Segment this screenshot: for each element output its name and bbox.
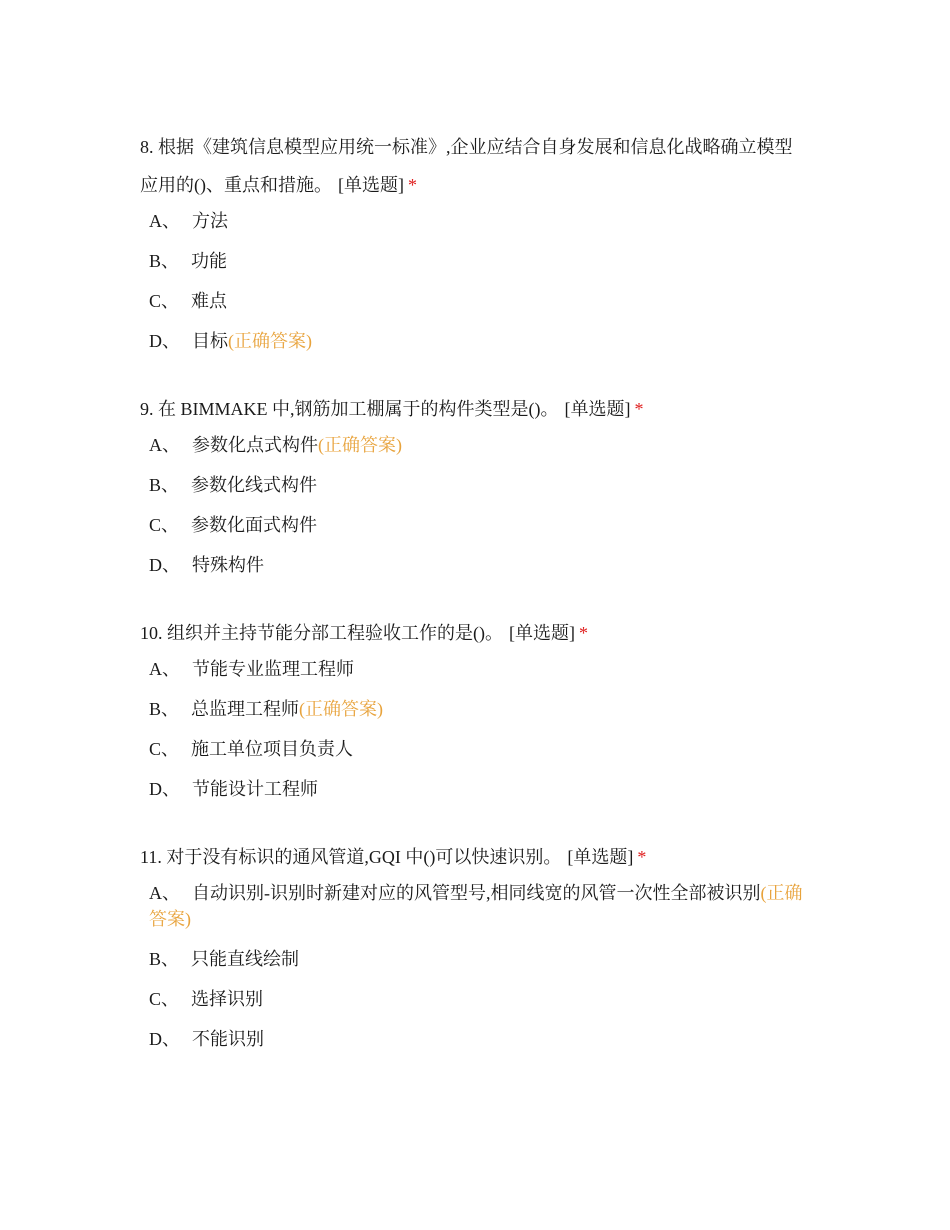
option-letter: A、 <box>149 659 180 679</box>
option-b[interactable] <box>149 472 810 498</box>
question-type: [单选题] <box>338 175 404 195</box>
option-b[interactable] <box>149 946 810 972</box>
question-text: 在 BIMMAKE 中,钢筋加工棚属于的构件类型是()。 <box>158 399 559 419</box>
option-list <box>140 656 810 802</box>
question-8 <box>140 128 810 354</box>
question-text: 根据《建筑信息模型应用统一标准》,企业应结合自身发展和信息化战略确立模型应用的()、重点和措施。 <box>140 137 793 195</box>
option-text: 功能 <box>191 251 228 271</box>
option-text: 方法 <box>192 211 228 231</box>
option-a[interactable] <box>149 208 810 234</box>
option-letter: B、 <box>149 475 180 495</box>
option-d[interactable] <box>149 776 810 802</box>
option-letter: D、 <box>149 779 180 799</box>
option-letter: A、 <box>149 435 180 455</box>
option-list <box>140 880 810 1052</box>
question-number: 9. <box>140 399 154 419</box>
required-mark: * <box>579 623 588 643</box>
option-c[interactable] <box>149 986 810 1012</box>
question-type: [单选题] <box>564 399 631 419</box>
question-title <box>140 128 810 204</box>
question-title <box>140 838 810 876</box>
option-text: 参数化点式构件 <box>192 435 318 455</box>
option-c[interactable] <box>149 736 810 762</box>
option-a[interactable] <box>149 432 810 458</box>
question-number: 8. <box>140 137 154 157</box>
option-letter: A、 <box>149 211 180 231</box>
correct-answer-mark: (正确答案) <box>318 435 402 455</box>
option-c[interactable] <box>149 512 810 538</box>
question-number: 10. <box>140 623 163 643</box>
option-letter: D、 <box>149 331 180 351</box>
option-letter: C、 <box>149 515 180 535</box>
option-letter: B、 <box>149 699 180 719</box>
question-type: [单选题] <box>567 847 634 867</box>
option-text: 节能设计工程师 <box>192 779 318 799</box>
option-text: 不能识别 <box>192 1029 264 1049</box>
questionnaire-page <box>140 128 810 1088</box>
option-a[interactable] <box>149 880 810 932</box>
required-mark: * <box>408 175 417 195</box>
option-text: 参数化面式构件 <box>191 515 318 535</box>
option-text: 自动识别-识别时新建对应的风管型号,相同线宽的风管一次性全部被识别 <box>192 883 761 903</box>
option-letter: D、 <box>149 555 180 575</box>
question-type: [单选题] <box>509 623 575 643</box>
option-letter: C、 <box>149 989 180 1009</box>
required-mark: * <box>634 399 644 419</box>
option-text: 只能直线绘制 <box>191 949 300 969</box>
option-b[interactable] <box>149 248 810 274</box>
option-d[interactable] <box>149 552 810 578</box>
option-text: 总监理工程师 <box>191 699 300 719</box>
option-text: 施工单位项目负责人 <box>191 739 354 759</box>
question-10 <box>140 614 810 802</box>
option-list <box>140 432 810 578</box>
option-a[interactable] <box>149 656 810 682</box>
option-text: 选择识别 <box>191 989 264 1009</box>
option-d[interactable] <box>149 328 810 354</box>
question-number: 11. <box>140 847 162 867</box>
option-letter: C、 <box>149 291 180 311</box>
option-letter: A、 <box>149 883 180 903</box>
question-text: 对于没有标识的通风管道,GQI 中()可以快速识别。 <box>166 847 562 867</box>
question-text: 组织并主持节能分部工程验收工作的是()。 <box>167 623 503 643</box>
option-text: 难点 <box>191 291 228 311</box>
question-11 <box>140 838 810 1052</box>
question-title <box>140 390 810 428</box>
option-text: 参数化线式构件 <box>191 475 318 495</box>
required-mark: * <box>637 847 647 867</box>
option-letter: B、 <box>149 251 180 271</box>
correct-answer-mark: (正确答案) <box>149 883 803 929</box>
question-9 <box>140 390 810 578</box>
option-b[interactable] <box>149 696 810 722</box>
option-letter: B、 <box>149 949 180 969</box>
question-title <box>140 614 810 652</box>
option-list <box>140 208 810 354</box>
option-text: 特殊构件 <box>192 555 264 575</box>
option-c[interactable] <box>149 288 810 314</box>
option-letter: C、 <box>149 739 180 759</box>
option-text: 节能专业监理工程师 <box>192 659 354 679</box>
correct-answer-mark: (正确答案) <box>299 699 384 719</box>
option-d[interactable] <box>149 1026 810 1052</box>
option-letter: D、 <box>149 1029 180 1049</box>
option-text: 目标 <box>192 331 228 351</box>
correct-answer-mark: (正确答案) <box>228 331 312 351</box>
